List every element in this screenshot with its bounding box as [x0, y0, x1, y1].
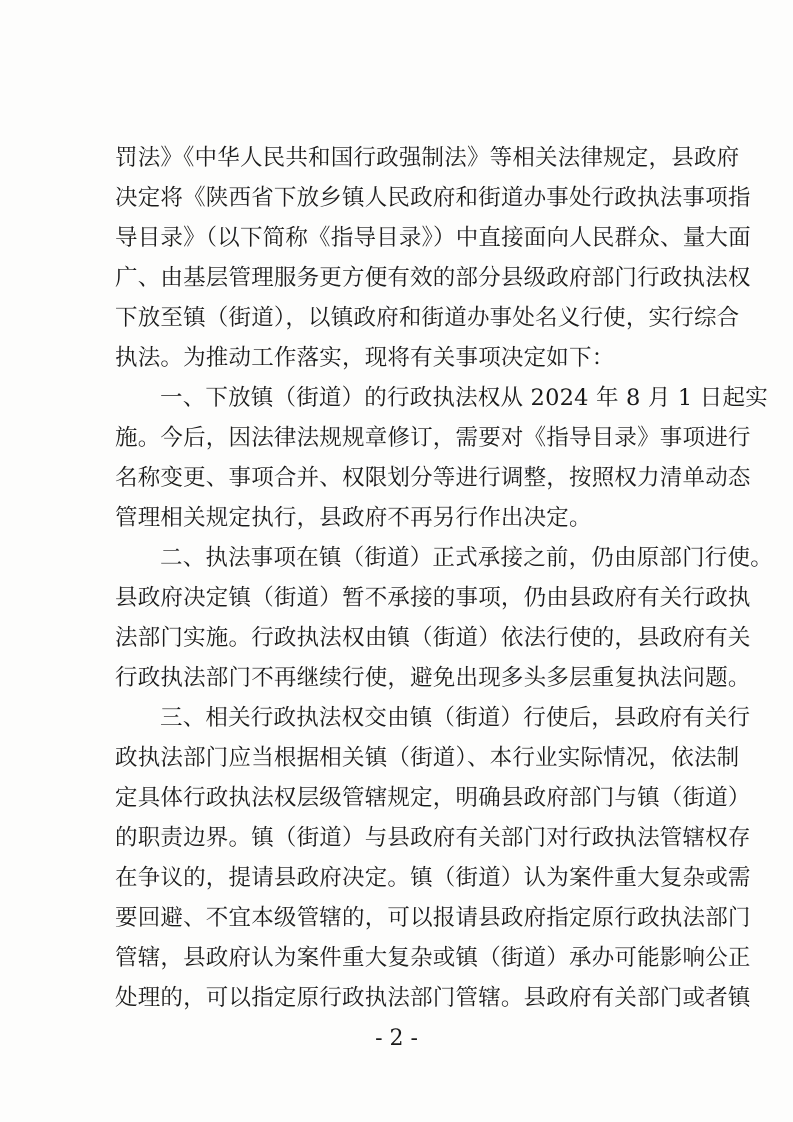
paragraph-line: 要回避、不宜本级管辖的，可以报请县政府指定原行政执法部门: [115, 905, 751, 931]
page-number: - 2 -: [375, 1026, 418, 1051]
paragraph-line: 一、下放镇（街道）的行政执法权从 2024 年 8 月 1 日起实: [160, 385, 768, 411]
paragraph-line: 决定将《陕西省下放乡镇人民政府和街道办事处行政执法事项指: [115, 185, 751, 211]
paragraph-line: 导目录》（以下简称《指导目录》）中直接面向人民群众、量大面: [115, 225, 751, 251]
paragraph-line: 施。今后，因法律法规规章修订，需要对《指导目录》事项进行: [115, 425, 751, 451]
paragraph-line: 政执法部门应当根据相关镇（街道）、本行业实际情况，依法制: [115, 745, 740, 771]
paragraph-line: 管辖，县政府认为案件重大复杂或镇（街道）承办可能影响公正: [115, 945, 751, 971]
paragraph-line: 行政执法部门不再继续行使，避免出现多头多层重复执法问题。: [115, 665, 751, 691]
paragraph-line: 广、由基层管理服务更方便有效的部分县级政府部门行政执法权: [115, 265, 751, 291]
paragraph-line: 名称变更、事项合并、权限划分等进行调整，按照权力清单动态: [115, 465, 751, 491]
paragraph-line: 定具体行政执法权层级管辖规定，明确县政府部门与镇（街道）: [115, 785, 751, 811]
paragraph-line: 管理相关规定执行，县政府不再另行作出决定。: [115, 505, 592, 531]
paragraph-line: 县政府决定镇（街道）暂不承接的事项，仍由县政府有关行政执: [115, 585, 751, 611]
paragraph-line: 法部门实施。行政执法权由镇（街道）依法行使的，县政府有关: [115, 625, 751, 651]
paragraph-line: 的职责边界。镇（街道）与县政府有关部门对行政执法管辖权存: [115, 825, 751, 851]
paragraph-line: 二、执法事项在镇（街道）正式承接之前，仍由原部门行使。: [160, 545, 773, 571]
paragraph-line: 执法。为推动工作落实，现将有关事项决定如下：: [115, 345, 615, 371]
paragraph-line: 下放至镇（街道），以镇政府和街道办事处名义行使，实行综合: [115, 305, 740, 331]
paragraph-line: 罚法》《中华人民共和国行政强制法》等相关法律规定，县政府: [115, 145, 740, 171]
paragraph-line: 处理的，可以指定原行政执法部门管辖。县政府有关部门或者镇: [115, 985, 751, 1011]
paragraph-line: 在争议的，提请县政府决定。镇（街道）认为案件重大复杂或需: [115, 865, 751, 891]
paragraph-line: 三、相关行政执法权交由镇（街道）行使后，县政府有关行: [160, 705, 751, 731]
